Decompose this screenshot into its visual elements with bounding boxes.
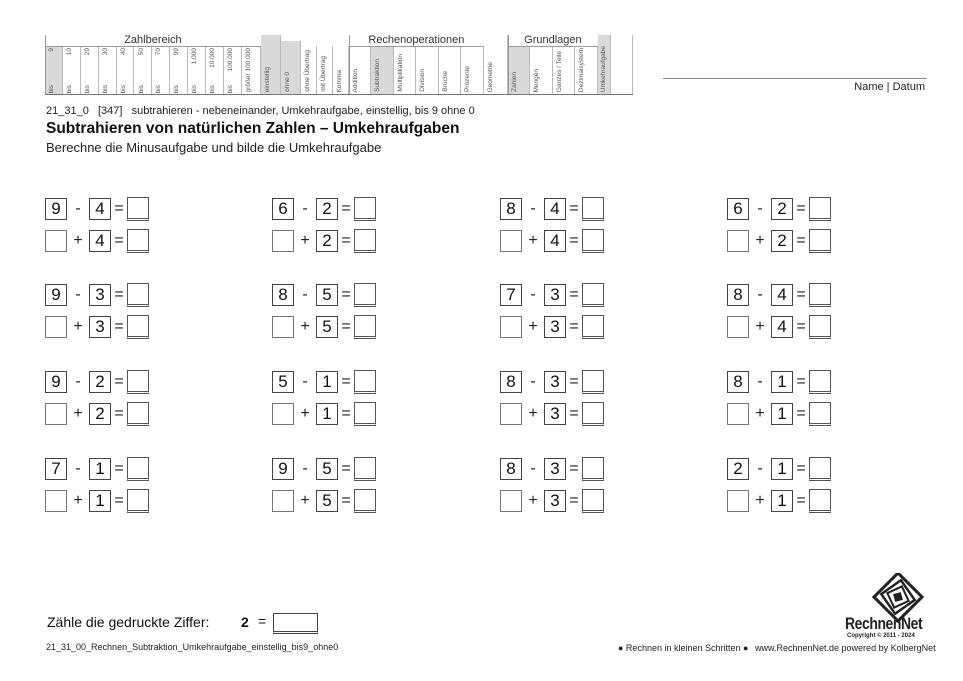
count-equals: = <box>258 613 267 629</box>
plus-sign: + <box>300 318 310 335</box>
addend: 4 <box>89 230 111 252</box>
geometrie-col: Geometrie <box>484 35 508 95</box>
equals-sign: = <box>569 318 579 335</box>
plus-sign: + <box>528 318 538 335</box>
problem <box>727 197 852 255</box>
minus-sign: - <box>75 286 81 303</box>
equals-sign: = <box>796 286 806 303</box>
rechenoperation-col: Brüche <box>439 46 462 95</box>
subtrahend: 5 <box>316 284 338 306</box>
equals-sign: = <box>796 318 806 335</box>
equals-sign: = <box>796 373 806 390</box>
inverse-addition-row <box>500 489 604 513</box>
equals-sign: = <box>796 492 806 509</box>
minuend: 2 <box>727 458 749 480</box>
minuend: 9 <box>45 371 67 393</box>
subtrahend: 4 <box>771 284 793 306</box>
brand-name: RechnenNet <box>845 614 923 633</box>
plus-sign: + <box>300 405 310 422</box>
addend: 2 <box>316 230 338 252</box>
difference-answer-box[interactable] <box>127 283 149 307</box>
minuend: 5 <box>272 371 294 393</box>
equals-sign: = <box>796 405 806 422</box>
sum-answer-box[interactable] <box>354 402 376 426</box>
group-title-grundlagen: Grundlagen <box>524 34 582 46</box>
subtrahend: 1 <box>771 458 793 480</box>
addend: 1 <box>771 490 793 512</box>
zahlbereich-col: 50 bis <box>135 46 153 95</box>
grundlagen-col: Mengen <box>530 46 553 95</box>
difference-answer-box[interactable] <box>582 370 604 394</box>
minus-sign: - <box>530 373 536 390</box>
grundlagen-col: Zahlen <box>508 46 531 95</box>
subtrahend: 4 <box>544 198 566 220</box>
plus-sign: + <box>300 492 310 509</box>
minus-sign: - <box>530 460 536 477</box>
minuend: 8 <box>272 284 294 306</box>
inverse-addition-row <box>272 489 376 513</box>
difference-answer-box[interactable] <box>354 457 376 481</box>
equals-sign: = <box>114 373 124 390</box>
problem <box>500 283 625 341</box>
difference-answer-box[interactable] <box>809 370 831 394</box>
minus-sign: - <box>302 373 308 390</box>
equals-sign: = <box>796 200 806 217</box>
grundlagen-col: Dezimalsystem <box>575 46 598 95</box>
subtrahend: 2 <box>316 198 338 220</box>
equals-sign: = <box>341 492 351 509</box>
equals-sign: = <box>341 286 351 303</box>
minuend: 6 <box>727 198 749 220</box>
minuend: 9 <box>272 458 294 480</box>
addend-answer-box[interactable] <box>272 490 294 512</box>
addend-answer-box[interactable] <box>272 230 294 252</box>
rechenoperation-col: Addition <box>349 46 372 95</box>
subtraction-row <box>272 457 376 481</box>
addend-answer-box[interactable] <box>727 403 749 425</box>
problem <box>500 370 625 428</box>
subtrahend: 2 <box>771 198 793 220</box>
minus-sign: - <box>75 460 81 477</box>
inverse-addition-row <box>45 489 149 513</box>
inverse-addition-row <box>500 229 604 253</box>
subtrahend: 3 <box>544 284 566 306</box>
problem <box>727 283 852 341</box>
sum-answer-box[interactable] <box>127 402 149 426</box>
inverse-addition-row <box>45 402 149 426</box>
plus-sign: + <box>528 492 538 509</box>
subtraction-row <box>727 283 831 307</box>
addend: 1 <box>316 403 338 425</box>
minus-sign: - <box>757 373 763 390</box>
equals-sign: = <box>796 460 806 477</box>
sum-answer-box[interactable] <box>354 489 376 513</box>
plus-sign: + <box>755 318 765 335</box>
slogan: ● Rechnen in kleinen Schritten ● <box>618 643 749 653</box>
addend-answer-box[interactable] <box>727 230 749 252</box>
difference-answer-box[interactable] <box>582 197 604 221</box>
inverse-addition-row <box>500 402 604 426</box>
minus-sign: - <box>75 373 81 390</box>
difference-answer-box[interactable] <box>127 457 149 481</box>
inverse-addition-row <box>727 402 831 426</box>
group-title-rechenoperationen: Rechenoperationen <box>368 34 465 46</box>
count-digit-value: 2 <box>241 614 249 630</box>
count-digit-label: Zähle die gedruckte Ziffer: <box>47 614 210 630</box>
equals-sign: = <box>114 200 124 217</box>
zahlbereich-col: 40 bis <box>117 46 135 95</box>
subtraction-row <box>45 370 149 394</box>
equals-sign: = <box>569 492 579 509</box>
subtrahend: 1 <box>89 458 111 480</box>
difference-answer-box[interactable] <box>354 370 376 394</box>
empty-col <box>611 35 633 95</box>
minuend: 6 <box>272 198 294 220</box>
group-title-zahlbereich: Zahlbereich <box>124 34 182 46</box>
plus-sign: + <box>528 232 538 249</box>
addend-answer-box[interactable] <box>500 316 522 338</box>
plus-sign: + <box>73 405 83 422</box>
option-col: Komma <box>333 46 349 95</box>
addend-answer-box[interactable] <box>272 403 294 425</box>
difference-answer-box[interactable] <box>809 283 831 307</box>
problem <box>45 197 170 255</box>
subtraction-row <box>500 283 604 307</box>
addend: 3 <box>544 490 566 512</box>
subtraction-row <box>45 283 149 307</box>
subtraction-row <box>500 197 604 221</box>
plus-sign: + <box>300 232 310 249</box>
addend: 2 <box>89 403 111 425</box>
addend: 3 <box>544 316 566 338</box>
problem <box>272 457 397 515</box>
subtraction-row <box>45 457 149 481</box>
addend: 5 <box>316 316 338 338</box>
equals-sign: = <box>569 460 579 477</box>
addend: 4 <box>771 316 793 338</box>
plus-sign: + <box>528 405 538 422</box>
addend-answer-box[interactable] <box>727 316 749 338</box>
zahlbereich-col: 10.000 bis <box>206 46 224 95</box>
addend-answer-box[interactable] <box>45 403 67 425</box>
inverse-addition-row <box>727 315 831 339</box>
sum-answer-box[interactable] <box>582 402 604 426</box>
rechenoperation-col: Subtraktion <box>371 46 394 95</box>
equals-sign: = <box>569 286 579 303</box>
equals-sign: = <box>114 405 124 422</box>
subtraction-row <box>272 283 376 307</box>
sum-answer-box[interactable] <box>582 315 604 339</box>
minuend: 8 <box>500 198 522 220</box>
subtraction-row <box>727 197 831 221</box>
minus-sign: - <box>302 286 308 303</box>
addend-answer-box[interactable] <box>45 316 67 338</box>
zahlbereich-col: 99 bis <box>170 46 188 95</box>
minus-sign: - <box>757 460 763 477</box>
sum-answer-box[interactable] <box>127 315 149 339</box>
difference-answer-box[interactable] <box>809 197 831 221</box>
umkehraufgabe-col: Umkehraufgabe <box>598 35 611 95</box>
rechenoperation-col: Division <box>416 46 439 95</box>
subtrahend: 1 <box>771 371 793 393</box>
difference-answer-box[interactable] <box>354 197 376 221</box>
minus-sign: - <box>302 460 308 477</box>
zahlbereich-col: 30 bis <box>99 46 117 95</box>
minus-sign: - <box>757 200 763 217</box>
option-col: einstellig <box>261 35 281 95</box>
sum-answer-box[interactable] <box>582 489 604 513</box>
minuend: 7 <box>45 458 67 480</box>
problem <box>727 457 852 515</box>
plus-sign: + <box>755 492 765 509</box>
equals-sign: = <box>341 405 351 422</box>
addend: 4 <box>544 230 566 252</box>
difference-answer-box[interactable] <box>582 283 604 307</box>
equals-sign: = <box>341 460 351 477</box>
problem <box>272 197 397 255</box>
zahlbereich-col: 70 bis <box>152 46 170 95</box>
sum-answer-box[interactable] <box>354 229 376 253</box>
worksheet-meta: 21_31_0 [347] subtrahieren - nebeneinander, Umkehraufgabe, einstellig, bis 9 ohne 0 <box>46 105 475 117</box>
difference-answer-box[interactable] <box>582 457 604 481</box>
zahlbereich-col: 1.000 bis <box>188 46 206 95</box>
equals-sign: = <box>569 405 579 422</box>
minus-sign: - <box>530 200 536 217</box>
problem <box>727 370 852 428</box>
subtraction-row <box>272 197 376 221</box>
equals-sign: = <box>341 318 351 335</box>
rechenoperation-col: Prozente <box>461 46 484 95</box>
minuend: 8 <box>727 371 749 393</box>
subtrahend: 2 <box>89 371 111 393</box>
subtrahend: 3 <box>89 284 111 306</box>
difference-answer-box[interactable] <box>127 370 149 394</box>
subtraction-row <box>272 370 376 394</box>
instructions: Berechne die Minusaufgabe und bilde die Umkehraufgabe <box>46 140 382 155</box>
minuend: 9 <box>45 284 67 306</box>
minus-sign: - <box>75 200 81 217</box>
zahlbereich-col: 9 bis <box>45 46 63 95</box>
inverse-addition-row <box>727 229 831 253</box>
inverse-addition-row <box>500 315 604 339</box>
page-title: Subtrahieren von natürlichen Zahlen – Umkehraufgaben <box>46 120 460 137</box>
copyright: Copyright © 2011 - 2024 <box>847 633 915 639</box>
addend-answer-box[interactable] <box>500 230 522 252</box>
problem <box>500 457 625 515</box>
subtraction-row <box>45 197 149 221</box>
sum-answer-box[interactable] <box>127 229 149 253</box>
website-credit: www.RechnenNet.de powered by KolbergNet <box>755 643 936 653</box>
problem <box>272 370 397 428</box>
plus-sign: + <box>755 405 765 422</box>
addend: 5 <box>316 490 338 512</box>
plus-sign: + <box>73 492 83 509</box>
addend-answer-box[interactable] <box>727 490 749 512</box>
subtrahend: 5 <box>316 458 338 480</box>
minus-sign: - <box>530 286 536 303</box>
addend-answer-box[interactable] <box>45 490 67 512</box>
sum-answer-box[interactable] <box>809 315 831 339</box>
subtrahend: 3 <box>544 371 566 393</box>
option-col: mit Übertrag <box>317 46 333 95</box>
addend: 1 <box>771 403 793 425</box>
name-date-label: Name | Datum <box>854 81 925 93</box>
minuend: 8 <box>500 458 522 480</box>
addend: 3 <box>89 316 111 338</box>
difference-answer-box[interactable] <box>127 197 149 221</box>
minuend: 8 <box>727 284 749 306</box>
equals-sign: = <box>114 492 124 509</box>
inverse-addition-row <box>45 315 149 339</box>
zahlbereich-col: größer 100.000 <box>242 46 261 95</box>
subtrahend: 3 <box>544 458 566 480</box>
addend: 2 <box>771 230 793 252</box>
equals-sign: = <box>114 318 124 335</box>
inverse-addition-row <box>727 489 831 513</box>
equals-sign: = <box>114 460 124 477</box>
equals-sign: = <box>569 373 579 390</box>
minuend: 9 <box>45 198 67 220</box>
plus-sign: + <box>73 232 83 249</box>
addend-answer-box[interactable] <box>500 403 522 425</box>
plus-sign: + <box>755 232 765 249</box>
rechenoperation-col: Multiplikation <box>394 46 417 95</box>
sum-answer-box[interactable] <box>354 315 376 339</box>
zahlbereich-col: 10 bis <box>63 46 81 95</box>
sum-answer-box[interactable] <box>127 489 149 513</box>
sum-answer-box[interactable] <box>809 402 831 426</box>
grundlagen-col: Ganzes / Teile <box>553 46 576 95</box>
subtraction-row <box>727 370 831 394</box>
subtraction-row <box>727 457 831 481</box>
addend-answer-box[interactable] <box>45 230 67 252</box>
inverse-addition-row <box>272 402 376 426</box>
problem <box>272 283 397 341</box>
difference-answer-box[interactable] <box>809 457 831 481</box>
problem <box>45 283 170 341</box>
file-name: 21_31_00_Rechnen_Subtraktion_Umkehraufgabe_einstellig_bis9_ohne0 <box>46 642 339 652</box>
addend-answer-box[interactable] <box>272 316 294 338</box>
equals-sign: = <box>114 286 124 303</box>
sum-answer-box[interactable] <box>582 229 604 253</box>
equals-sign: = <box>341 373 351 390</box>
sum-answer-box[interactable] <box>809 489 831 513</box>
zahlbereich-col: 100.000 bis <box>224 46 242 95</box>
inverse-addition-row <box>272 315 376 339</box>
equals-sign: = <box>569 200 579 217</box>
subtraction-row <box>500 457 604 481</box>
equals-sign: = <box>796 232 806 249</box>
difference-answer-box[interactable] <box>354 283 376 307</box>
option-col: ohne Übertrag <box>301 46 317 95</box>
name-date-line <box>663 78 927 79</box>
inverse-addition-row <box>45 229 149 253</box>
count-answer-box[interactable] <box>273 613 318 634</box>
subtrahend: 1 <box>316 371 338 393</box>
problem <box>45 370 170 428</box>
minus-sign: - <box>302 200 308 217</box>
inverse-addition-row <box>272 229 376 253</box>
option-col: ohne 0 <box>281 41 301 95</box>
addend-answer-box[interactable] <box>500 490 522 512</box>
problem <box>500 197 625 255</box>
equals-sign: = <box>341 232 351 249</box>
plus-sign: + <box>73 318 83 335</box>
addend: 1 <box>89 490 111 512</box>
minuend: 8 <box>500 371 522 393</box>
minuend: 7 <box>500 284 522 306</box>
addend: 3 <box>544 403 566 425</box>
subtrahend: 4 <box>89 198 111 220</box>
zahlbereich-col: 20 bis <box>81 46 99 95</box>
equals-sign: = <box>569 232 579 249</box>
subtraction-row <box>500 370 604 394</box>
equals-sign: = <box>341 200 351 217</box>
minus-sign: - <box>757 286 763 303</box>
sum-answer-box[interactable] <box>809 229 831 253</box>
equals-sign: = <box>114 232 124 249</box>
problem <box>45 457 170 515</box>
